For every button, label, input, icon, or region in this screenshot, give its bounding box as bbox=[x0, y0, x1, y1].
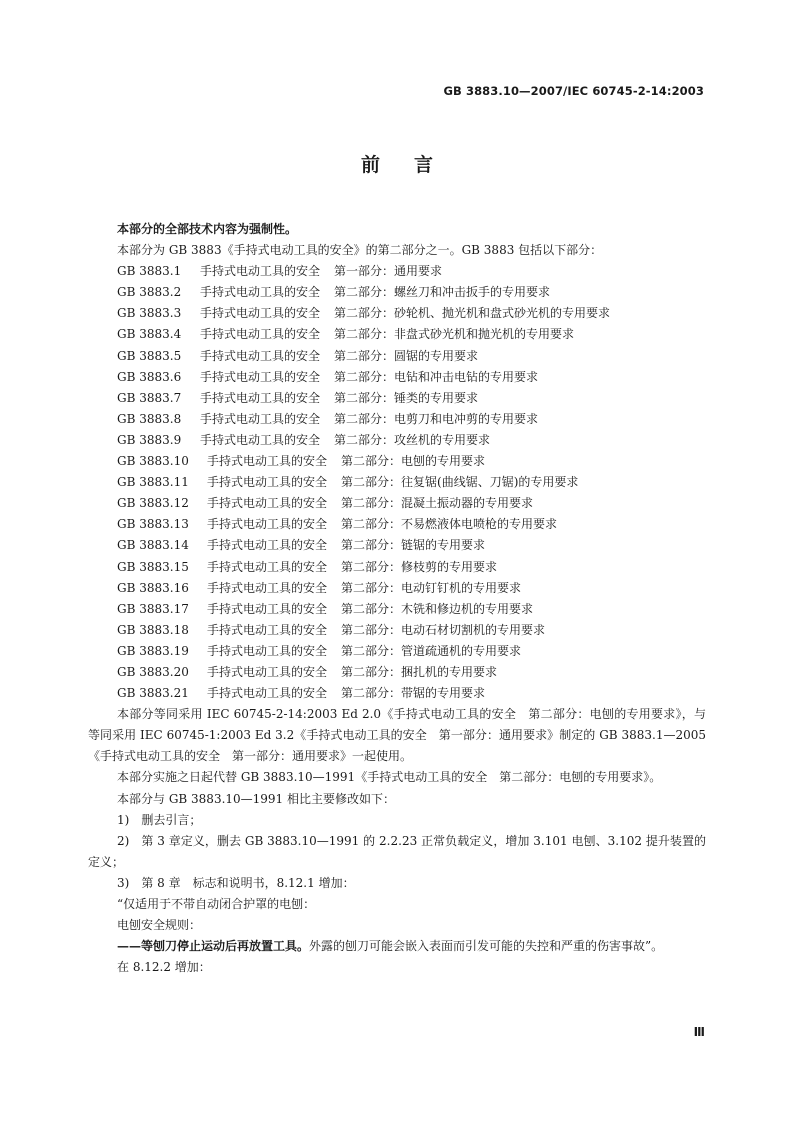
part-tool-title: 手持式电动工具的安全 bbox=[200, 327, 321, 342]
standard-part-row bbox=[88, 683, 706, 704]
part-tool-title: 手持式电动工具的安全 bbox=[207, 664, 328, 679]
part-tool-title: 手持式电动工具的安全 bbox=[207, 686, 328, 701]
standard-part-row bbox=[88, 282, 706, 303]
part-tool-title: 手持式电动工具的安全 bbox=[207, 517, 328, 532]
standard-part-row bbox=[88, 430, 706, 451]
last-line: 在 8.12.2 增加： bbox=[117, 960, 211, 975]
part-subtitle: 第二部分：圆锯的专用要求 bbox=[334, 348, 479, 363]
part-tool-title: 手持式电动工具的安全 bbox=[207, 496, 328, 511]
part-tool-title: 手持式电动工具的安全 bbox=[207, 538, 328, 553]
part-tool-title: 手持式电动工具的安全 bbox=[207, 475, 328, 490]
part-subtitle: 第二部分：电动钉钉机的专用要求 bbox=[341, 580, 522, 595]
part-subtitle: 第二部分：管道疏通机的专用要求 bbox=[341, 643, 522, 658]
part-subtitle: 第二部分：不易燃液体电喷枪的专用要求 bbox=[341, 517, 558, 532]
replacement-paragraph: 本部分实施之日起代替 GB 3883.10—1991《手持式电动工具的安全 第二部分：电刨的专用要求》。 bbox=[117, 770, 662, 785]
part-subtitle: 第二部分：电刨的专用要求 bbox=[341, 454, 486, 469]
part-number: GB 3883.17 bbox=[117, 601, 189, 616]
part-number: GB 3883.14 bbox=[117, 538, 189, 553]
part-number: GB 3883.7 bbox=[117, 390, 182, 405]
standard-part-row bbox=[88, 409, 706, 430]
part-number: GB 3883.16 bbox=[117, 580, 189, 595]
part-tool-title: 手持式电动工具的安全 bbox=[200, 348, 321, 363]
part-tool-title: 手持式电动工具的安全 bbox=[200, 264, 321, 279]
part-subtitle: 第二部分：带锯的专用要求 bbox=[341, 686, 486, 701]
standard-part-row bbox=[88, 367, 706, 388]
part-subtitle: 第一部分：通用要求 bbox=[334, 264, 443, 279]
page-title: 前言 bbox=[360, 154, 467, 176]
change-item-1: 1) 删去引言； bbox=[117, 812, 202, 827]
standard-part-row bbox=[88, 641, 706, 662]
part-number: GB 3883.8 bbox=[117, 411, 182, 426]
part-subtitle: 第二部分：捆扎机的专用要求 bbox=[341, 664, 498, 679]
part-subtitle: 第二部分：电钻和冲击电钻的专用要求 bbox=[334, 369, 539, 384]
standard-part-row bbox=[88, 388, 706, 409]
part-tool-title: 手持式电动工具的安全 bbox=[207, 601, 328, 616]
standard-part-row bbox=[88, 662, 706, 683]
standard-part-row bbox=[88, 557, 706, 578]
standard-part-row bbox=[88, 620, 706, 641]
dash-item bbox=[88, 936, 706, 957]
standard-part-row bbox=[88, 261, 706, 282]
part-subtitle: 第二部分：修枝剪的专用要求 bbox=[341, 559, 498, 574]
standard-part-row bbox=[88, 346, 706, 367]
part-subtitle: 第二部分：非盘式砂光机和抛光机的专用要求 bbox=[334, 327, 575, 342]
part-number: GB 3883.13 bbox=[117, 517, 189, 532]
change-item-3: 3) 第 8 章 标志和说明书，8.12.1 增加： bbox=[117, 875, 355, 890]
part-number: GB 3883.1 bbox=[117, 264, 182, 279]
part-subtitle: 第二部分：螺丝刀和冲击扳手的专用要求 bbox=[334, 285, 551, 300]
part-number: GB 3883.6 bbox=[117, 369, 182, 384]
part-number: GB 3883.19 bbox=[117, 643, 189, 658]
dash-mark: —— bbox=[117, 939, 141, 954]
part-number: GB 3883.12 bbox=[117, 496, 189, 511]
part-number: GB 3883.4 bbox=[117, 327, 182, 342]
part-subtitle: 第二部分：混凝土振动器的专用要求 bbox=[341, 496, 534, 511]
part-tool-title: 手持式电动工具的安全 bbox=[200, 411, 321, 426]
standard-part-row bbox=[88, 535, 706, 556]
part-tool-title: 手持式电动工具的安全 bbox=[207, 622, 328, 637]
standard-part-row bbox=[88, 303, 706, 324]
part-tool-title: 手持式电动工具的安全 bbox=[207, 643, 328, 658]
quote-line-1: “仅适用于不带自动闭合护罩的电刨： bbox=[117, 897, 316, 911]
part-number: GB 3883.3 bbox=[117, 306, 182, 321]
standard-part-row bbox=[88, 493, 706, 514]
preface-body bbox=[88, 219, 706, 978]
changes-intro: 本部分与 GB 3883.10—1991 相比主要修改如下： bbox=[117, 791, 396, 806]
part-number: GB 3883.5 bbox=[117, 348, 182, 363]
standard-part-row bbox=[88, 599, 706, 620]
part-tool-title: 手持式电动工具的安全 bbox=[207, 580, 328, 595]
part-number: GB 3883.10 bbox=[117, 454, 189, 469]
part-tool-title: 手持式电动工具的安全 bbox=[200, 306, 321, 321]
part-number: GB 3883.15 bbox=[117, 559, 189, 574]
part-tool-title: 手持式电动工具的安全 bbox=[200, 432, 321, 447]
standard-part-row bbox=[88, 578, 706, 599]
part-tool-title: 手持式电动工具的安全 bbox=[200, 390, 321, 405]
part-number: GB 3883.11 bbox=[117, 475, 189, 490]
standard-part-row bbox=[88, 451, 706, 472]
standard-part-row bbox=[88, 472, 706, 493]
part-subtitle: 第二部分：电动石材切割机的专用要求 bbox=[341, 622, 546, 637]
part-subtitle: 第二部分：锤类的专用要求 bbox=[334, 390, 479, 405]
intro-paragraph: 本部分为 GB 3883《手持式电动工具的安全》的第二部分之一。GB 3883 包括以下部分： bbox=[117, 243, 603, 258]
part-number: GB 3883.20 bbox=[117, 664, 189, 679]
part-subtitle: 第二部分：链锯的专用要求 bbox=[341, 538, 486, 553]
part-number: GB 3883.9 bbox=[117, 432, 182, 447]
part-tool-title: 手持式电动工具的安全 bbox=[207, 454, 328, 469]
mandatory-note: 本部分的全部技术内容为强制性。 bbox=[117, 222, 298, 236]
dash-bold-text: 等刨刀停止运动后再放置工具。 bbox=[141, 939, 310, 954]
quote-line-2: 电刨安全规则： bbox=[117, 918, 202, 933]
standard-part-row bbox=[88, 514, 706, 535]
part-subtitle: 第二部分：电剪刀和电冲剪的专用要求 bbox=[334, 411, 539, 426]
part-subtitle: 第二部分：往复锯(曲线锯、刀锯)的专用要求 bbox=[341, 475, 579, 490]
part-subtitle: 第二部分：攻丝机的专用要求 bbox=[334, 432, 491, 447]
document-code-header: GB 3883.10—2007/IEC 60745-2-14:2003 bbox=[443, 84, 704, 98]
standard-part-row bbox=[88, 324, 706, 345]
part-subtitle: 第二部分：砂轮机、抛光机和盘式砂光机的专用要求 bbox=[334, 306, 611, 321]
part-subtitle: 第二部分：木铣和修边机的专用要求 bbox=[341, 601, 534, 616]
change-item-2: 2) 第 3 章定义，删去 GB 3883.10—1991 的 2.2.23 正常负载定义，增加 3.101 电刨、3.102 提升装置的定义； bbox=[88, 833, 706, 869]
dash-rest-text: 外露的刨刀可能会嵌入表面而引发可能的失控和严重的伤害事故”。 bbox=[309, 939, 664, 954]
standard-parts-list bbox=[88, 261, 706, 704]
part-tool-title: 手持式电动工具的安全 bbox=[200, 369, 321, 384]
part-tool-title: 手持式电动工具的安全 bbox=[200, 285, 321, 300]
adoption-paragraph: 本部分等同采用 IEC 60745-2-14:2003 Ed 2.0《手持式电动工具的安全 第二部分：电刨的专用要求》，与等同采用 IEC 60745-1:2003 Ed 3.2《手持式电动工具的安全 第一部分：通用要求》制定的 GB 3883.1—2005《手持式电动工具的安全 第一部分：通用要求》一起使用。 bbox=[88, 707, 706, 764]
part-number: GB 3883.21 bbox=[117, 686, 189, 701]
part-number: GB 3883.18 bbox=[117, 622, 189, 637]
page-number: Ⅲ bbox=[693, 1025, 705, 1039]
part-tool-title: 手持式电动工具的安全 bbox=[207, 559, 328, 574]
part-number: GB 3883.2 bbox=[117, 285, 182, 300]
